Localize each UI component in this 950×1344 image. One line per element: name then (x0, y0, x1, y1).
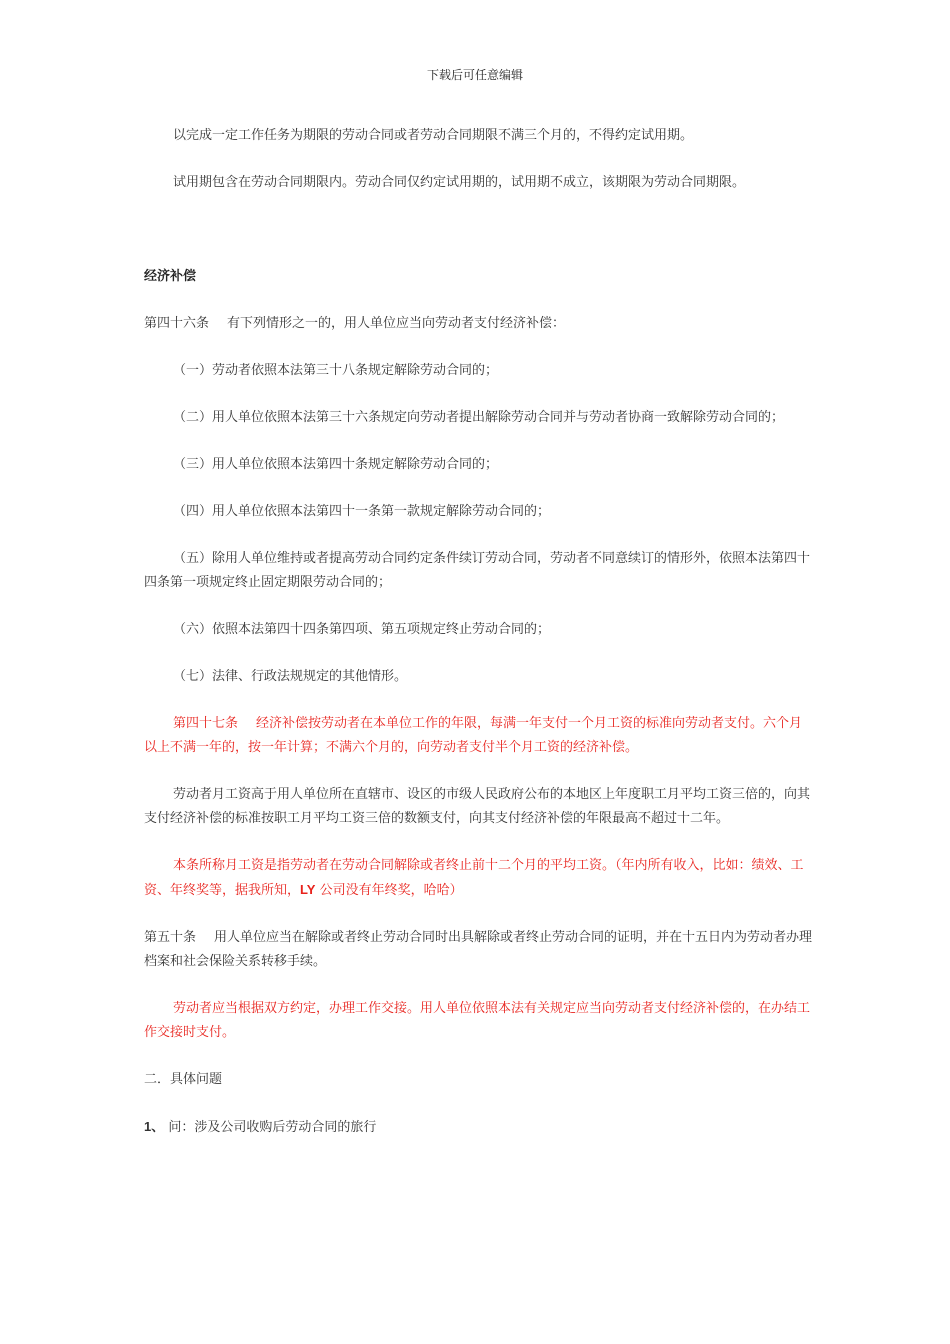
company-abbreviation: LY (300, 882, 316, 897)
article-46 (144, 312, 814, 336)
monthly-wage-text-a: 本条所称月工资是指劳动者在劳动合同解除或者终止前十二个月的平均工资。（年内所有收入，比如：绩效、工资、年终奖等，据我所知， (144, 858, 804, 898)
question-1 (144, 1115, 814, 1140)
list-item-1: （一）劳动者依照本法第三十八条规定解除劳动合同的； (173, 363, 499, 378)
article-47-text: 经济补偿按劳动者在本单位工作的年限，每满一年支付一个月工资的标准向劳动者支付。六个月以上不满一年的，按一年计算；不满六个月的，向劳动者支付半个月工资的经济补偿。 (144, 716, 803, 755)
question-1-number: 1、 (144, 1119, 165, 1134)
monthly-wage-text-c: 公司没有年终奖，哈哈） (315, 883, 463, 898)
article-50-text: 用人单位应当在解除或者终止劳动合同时出具解除或者终止劳动合同的证明，并在十五日内为劳动者办理档案和社会保险关系转移手续。 (144, 930, 813, 969)
paragraph-wage-cap: 劳动者月工资高于用人单位所在直辖市、设区的市级人民政府公布的本地区上年度职工月平均工资三倍的，向其支付经济补偿的标准按职工月平均工资三倍的数额支付，向其支付经济补偿的年限最高不超过十二年。 (144, 787, 811, 826)
paragraph-handover: 劳动者应当根据双方约定，办理工作交接。用人单位依照本法有关规定应当向劳动者支付经济补偿的，在办结工作交接时支付。 (144, 1001, 811, 1040)
article-50-label: 第五十条 (144, 930, 197, 945)
section-title: 经济补偿 (144, 269, 197, 284)
list-item-5: （五）除用人单位维持或者提高劳动合同约定条件续订劳动合同，劳动者不同意续订的情形外，依照本法第四十四条第一项规定终止固定期限劳动合同的； (144, 551, 811, 590)
list-item-7: （七）法律、行政法规规定的其他情形。 (173, 669, 408, 684)
question-1-text: 问：涉及公司收购后劳动合同的旅行 (168, 1120, 377, 1135)
list-item-6: （六）依照本法第四十四条第四项、第五项规定终止劳动合同的； (173, 622, 551, 637)
list-item-4: （四）用人单位依照本法第四十一条第一款规定解除劳动合同的； (173, 504, 551, 519)
page-header: 下载后可任意编辑 (426, 68, 523, 82)
article-46-text: 有下列情形之一的，用人单位应当向劳动者支付经济补偿： (227, 316, 566, 331)
paragraph-monthly-wage (144, 854, 814, 903)
list-item-2: （二）用人单位依照本法第三十六条规定向劳动者提出解除劳动合同并与劳动者协商一致解除劳动合同的； (173, 410, 785, 425)
document-body (144, 124, 814, 1140)
article-46-label: 第四十六条 (144, 316, 210, 331)
section-specific-issues: 二．具体问题 (144, 1072, 223, 1087)
article-50 (144, 926, 814, 974)
article-47-label: 第四十七条 (173, 716, 239, 731)
paragraph-probation-2: 试用期包含在劳动合同期限内。劳动合同仅约定试用期的，试用期不成立，该期限为劳动合同期限。 (173, 175, 746, 190)
paragraph-probation-1: 以完成一定工作任务为期限的劳动合同或者劳动合同期限不满三个月的，不得约定试用期。 (173, 128, 694, 143)
list-item-3: （三）用人单位依照本法第四十条规定解除劳动合同的； (173, 457, 499, 472)
article-47 (144, 712, 814, 760)
